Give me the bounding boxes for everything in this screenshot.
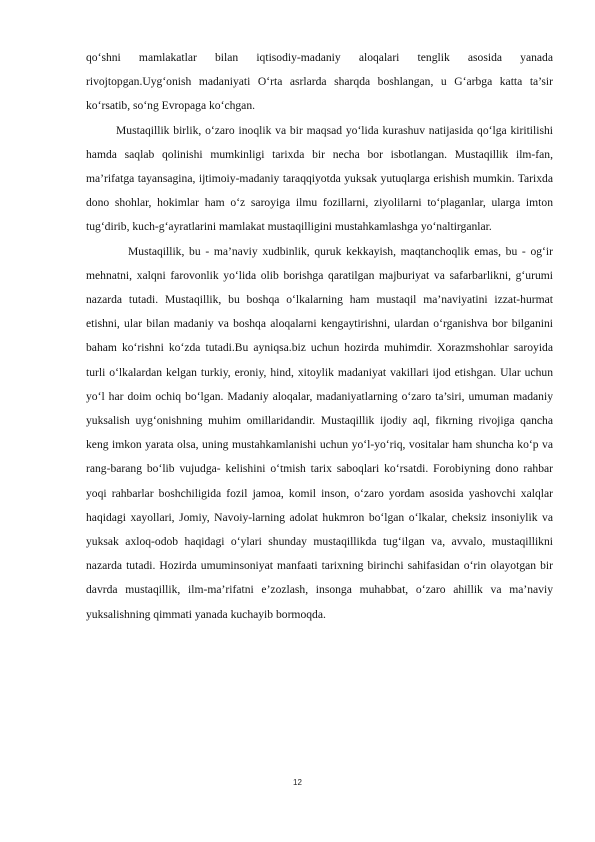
- paragraph-3: Mustaqillik, bu - ma’naviy xudbinlik, quruk kekkayish, maqtanchoqlik emas, bu - og‘ir mehnatni, xalqni farovonlik yo‘lida olib borishga qaratilgan majburiyat va safarbarlikni, g‘urumi nazarda tutadi. Mustaqillik, bu boshqa o‘lkalarning ham mustaqil ma’naviyatini izzat-hurmat etishni, ular bilan madaniy va boshqa aloqalarni kengaytirishni, ulardan o‘rganishva bor bilganini baham ko‘rishni ko‘zda tutadi.Bu ayniqsa.biz uchun hozirda muhimdir. Xorazmshohlar saroyida turli o‘lkalardan kelgan turkiy, eroniy, hind, xitoylik madaniyat vakillari ijod etishgan. Ular uchun yo‘l har doim ochiq bo‘lgan. Madaniy aloqalar, madaniyatlarning o‘zaro ta’siri, umuman madaniy yuksalish uyg‘onishning muhim omillaridandir. Mustaqillik ijodiy aql, fikrning rivojiga qancha keng imkon yarata olsa, uning mustahkamlanishi uchun yo‘l-yo‘riq, vositalar ham shuncha ko‘p va rang-barang bo‘lib vujudga- kelishini o‘tmish tarix saboqlari ko‘rsatdi. Forobiyning dono rahbar yoqi rahbarlar boshchiligida fozil jamoa, komil inson, o‘zaro yordam asosida yashovchi xalqlar haqidagi xayollari, Jomiy, Navoiy-larning adolat hukmron bo‘lgan o‘lkalar, cheksiz insoniylik va yuksak axloq-odob haqidagi o‘ylari shunday mustaqillikda tug‘ilgan va, avvalo, mustaqillikni nazarda tutadi. Hozirda umuminsoniyat manfaati tarixning birinchi sahifasidan o‘rin olayotgan bir davrda mustaqillik, ilm-ma’rifatni e’zozlash, insonga muhabbat, o‘zaro ahillik va ma’naviy yuksalishning qimmati yanada kuchayib bormoqda.: [86, 244, 553, 621]
- paragraph-2: Mustaqillik birlik, o‘zaro inoqlik va bir maqsad yo‘lida kurashuv natijasida qo‘lga kiritilishi hamda saqlab qolinishi mumkinligi tarixda bir necha bor isbotlangan. Mustaqillik ilm-fan, ma’rifatga tayansagina, ijtimoiy-madaniy taraqqiyotda yuksak yutuqlarga erishish mumkin. Tarixda dono shohlar, hokimlar ham o‘z saroyiga ilmu fozillarni, ziyolilarni to‘plaganlar, ularga imton tug‘dirib, kuch-g‘ayratlarini mamlakat mustaqilligini mustahkamlashga yo‘naltirganlar.: [86, 123, 553, 234]
- paragraph-1: qo‘shni mamlakatlar bilan iqtisodiy-madaniy aloqalari tenglik asosida yanada rivojtopgan.Uyg‘onish madaniyati O‘rta asrlarda sharqda boshlangan, u G‘arbga katta ta’sir ko‘rsatib, so‘ng Evropaga ko‘chgan.: [86, 51, 553, 113]
- document-body: [86, 46, 553, 627]
- page-number: 12: [293, 778, 302, 787]
